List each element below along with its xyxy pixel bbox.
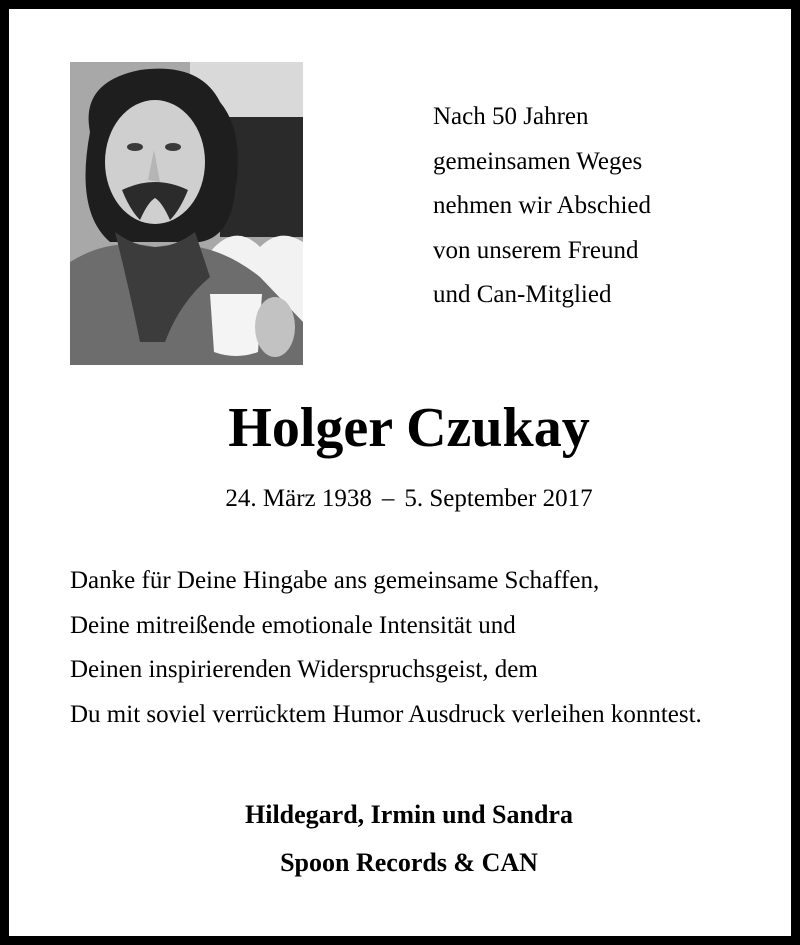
deceased-name: Holger Czukay: [228, 397, 590, 459]
tribute-line: Deine mitreißende emotionale Intensität und: [70, 611, 516, 639]
intro-line: und Can-Mitglied: [433, 281, 612, 308]
signers: [9, 791, 800, 887]
tribute-line: Deinen inspirierenden Widerspruchsgeist, dem: [70, 656, 538, 684]
portrait-photo: [70, 62, 303, 365]
portrait-photo-icon: [70, 62, 303, 365]
intro-line: nehmen wir Abschied: [433, 192, 652, 219]
signer-line: Spoon Records & CAN: [280, 848, 538, 877]
intro-line: von unserem Freund: [433, 236, 639, 264]
death-date: 5. September 2017: [404, 485, 593, 512]
tribute-line: Du mit soviel verrücktem Humor Ausdruck verleihen konntest.: [70, 701, 702, 729]
tribute-text: [70, 559, 770, 738]
intro-line: Nach 50 Jahren: [433, 103, 589, 130]
intro-line: gemeinsamen Weges: [433, 147, 643, 175]
life-dates: [9, 482, 800, 516]
intro-text: [433, 95, 763, 318]
tribute-line: Danke für Deine Hingabe ans gemeinsame Schaffen,: [70, 567, 600, 594]
signer-line: Hildegard, Irmin und Sandra: [245, 800, 573, 829]
birth-date: 24. März 1938: [225, 485, 372, 512]
date-separator: –: [381, 485, 395, 512]
